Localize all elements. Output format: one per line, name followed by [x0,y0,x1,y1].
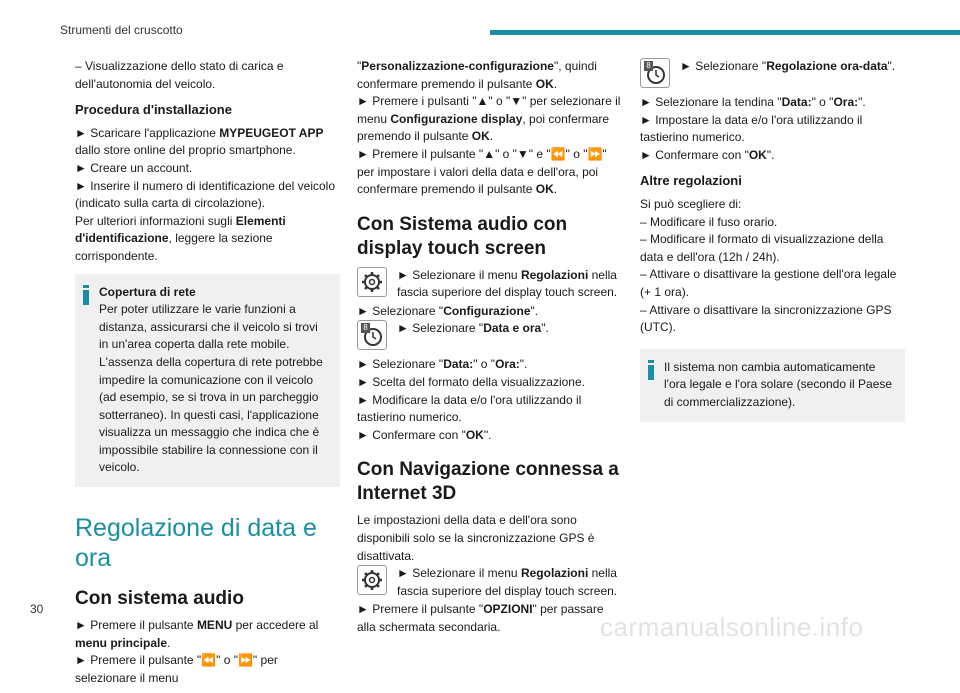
gear-icon [357,565,387,595]
emph: Regolazioni [520,267,589,282]
install-heading: Procedura d'installazione [75,102,232,118]
section-title: Regolazione di data e ora [75,514,317,573]
text: Per ulteriori informazioni sugli [75,213,236,228]
note-title: Copertura di rete [99,284,196,299]
text: ► Confermare con " [640,147,749,162]
intro-text: – Visualizzazione dello stato di carica e dell'autonomia del veicolo. [75,59,284,91]
nav-step-5: ► Impostare la data e/o l'ora utilizzando il tastierino numerico. [640,112,863,145]
page-number: 30 [30,602,44,616]
other-item-4: – Attivare o disattivare la sincronizzazione GPS (UTC). [640,302,892,335]
nav-step-1 [357,565,622,601]
nav-step-6 [640,147,905,165]
touch-step-6: ► Modificare la data e/o l'ora utilizzando il tastierino numerico. [357,392,582,425]
note-body-2: L'assenza della copertura di rete potrebbe impedire la comunicazione con il veicolo (ad esempio, se si trova in un parcheggio sotterraneo). In questi casi, l'applicazione visualizza un messaggio che indica che è impossibile stabilire la connessione con il veicolo. [99,354,323,475]
emph: Data: [443,357,474,372]
install-step-3: ► Inserire il numero di identificazione del veicolo (indicato sulla carta di circolazione). [75,178,336,211]
text: ► Selezionare " [680,59,767,73]
touch-step-4 [357,356,622,374]
text: . [489,129,494,144]
emph: menu principale [75,635,168,650]
emph: Data e ora [483,321,542,336]
clock-icon [357,320,387,350]
emph: OPZIONI [483,602,533,617]
text: " [357,59,362,73]
text: nella fascia superiore del display touch screen. [397,566,618,598]
other-item-2: – Modificare il formato di visualizzazione della data e dell'ora (12h / 24h). [640,232,884,264]
emph: OK [465,427,484,442]
column-3 [640,58,905,422]
emph: Regolazione ora-data [766,59,888,73]
column-2 [357,58,622,642]
text: . [553,182,558,197]
emph: Data: [781,95,812,109]
text: per accedere al [232,618,319,633]
text: nella fascia superiore del display touch screen. [397,267,618,300]
audio-step-2: ► Premere il pulsante "⏪" o "⏩" per selezionare il menu [75,653,278,685]
text: . [553,76,558,91]
install-step-1 [75,125,340,160]
touch-step-2 [357,303,622,321]
info-icon [83,285,89,305]
audio-step-3 [357,93,622,146]
emph: OK [535,182,554,197]
nav-step-4 [640,94,905,112]
install-step-2: ► Creare un account. [75,160,193,175]
text: ► Selezionare " [357,303,444,318]
gear-icon [357,267,387,297]
text: , leggere la sezione corrispondente. [75,231,273,263]
text: " o " [473,357,496,372]
clock-badge: 8 [361,323,370,333]
text: ". [887,59,896,73]
audio-step-1 [75,617,340,652]
clock-badge: 8 [644,61,653,71]
clock-icon [640,58,670,88]
install-step-4 [75,213,340,266]
sub-title-audio: Con sistema audio [75,588,244,610]
emph: Configurazione [443,303,531,318]
other-item-3: – Attivare o disattivare la gestione dell'ora legale (+ 1 ora). [640,267,897,299]
text: ► Selezionare il menu [397,566,521,581]
watermark: carmanualsonline.info [600,612,864,642]
emph: MENU [196,618,233,633]
network-note [75,274,340,488]
touch-step-3 [357,320,622,356]
emph: OK [748,147,767,162]
emph: Regolazioni [520,566,589,581]
text: ► Selezionare la tendina " [640,95,782,109]
emph: Elementi d'identificazione [75,213,286,246]
emph: OK [471,129,490,144]
emph: Ora: [495,357,520,372]
text: ", quindi confermare premendo il pulsante [357,59,597,91]
sub-title-touch: Con Sistema audio con display touch screen [357,213,568,259]
info-icon [648,360,654,380]
text: , poi confermare premendo il pulsante [357,111,610,144]
other-heading: Altre regolazioni [640,173,742,189]
nav-step-3 [640,58,905,94]
audio-step-4 [357,146,622,199]
text: ". [530,303,539,318]
sub-title-nav: Con Navigazione connessa a Internet 3D [357,459,619,505]
note-body: Per poter utilizzare le varie funzioni a distanza, assicurarsi che il veicolo si trovi in un'area coperta dalla rete mobile. [99,302,318,352]
page-header-title: Strumenti del cruscotto [60,23,183,37]
text: ► Selezionare " [357,357,444,372]
text: ► Premere il pulsante "▲" o "▼" e "⏪" o "⏩" per impostare i valori della data e dell'ora, poi confermare premendo il pulsante [357,146,607,197]
app-name: MYPEUGEOT APP [219,125,324,140]
header-accent-bar [490,30,960,35]
emph: Configurazione display [390,111,523,126]
audio-step-2-cont [357,58,622,93]
other-item-1: – Modificare il fuso orario. [640,214,778,229]
text: ► Premere il pulsante " [357,602,484,617]
emph: OK [535,76,554,91]
touch-step-1 [357,267,622,303]
text: . [167,635,171,650]
text: ". [858,95,866,109]
text: ► Premere il pulsante [75,618,197,633]
text: ". [766,147,775,162]
text: ". [541,321,549,336]
nav-step-2 [357,601,622,636]
text: ► Premere i pulsanti "▲" o "▼" per selezionare il menu [357,94,621,126]
column-1 [75,58,340,693]
note-body: Il sistema non cambia automaticamente l'ora legale e l'ora solare (secondo il Paese di commercializzazione). [664,359,893,409]
text: dallo store online del proprio smartphone. [75,143,296,158]
dst-note [640,349,905,422]
text: " per passare alla schermata secondaria. [357,602,604,634]
text: ► Scaricare l'applicazione [75,125,220,140]
emph: Ora: [833,95,859,109]
touch-step-7 [357,427,622,445]
text: ". [519,357,528,372]
nav-intro: Le impostazioni della data e dell'ora sono disponibili solo se la sincronizzazione GPS è disattivata. [357,513,595,563]
touch-step-5: ► Scelta del formato della visualizzazione. [357,374,585,389]
text: ► Selezionare " [397,321,484,336]
emph: Personalizzazione-configurazione [361,59,554,73]
text: ► Confermare con " [357,427,466,442]
text: " o " [811,95,834,109]
text: ► Selezionare il menu [397,267,521,282]
other-intro: Si può scegliere di: [640,196,742,211]
text: ". [483,427,492,442]
